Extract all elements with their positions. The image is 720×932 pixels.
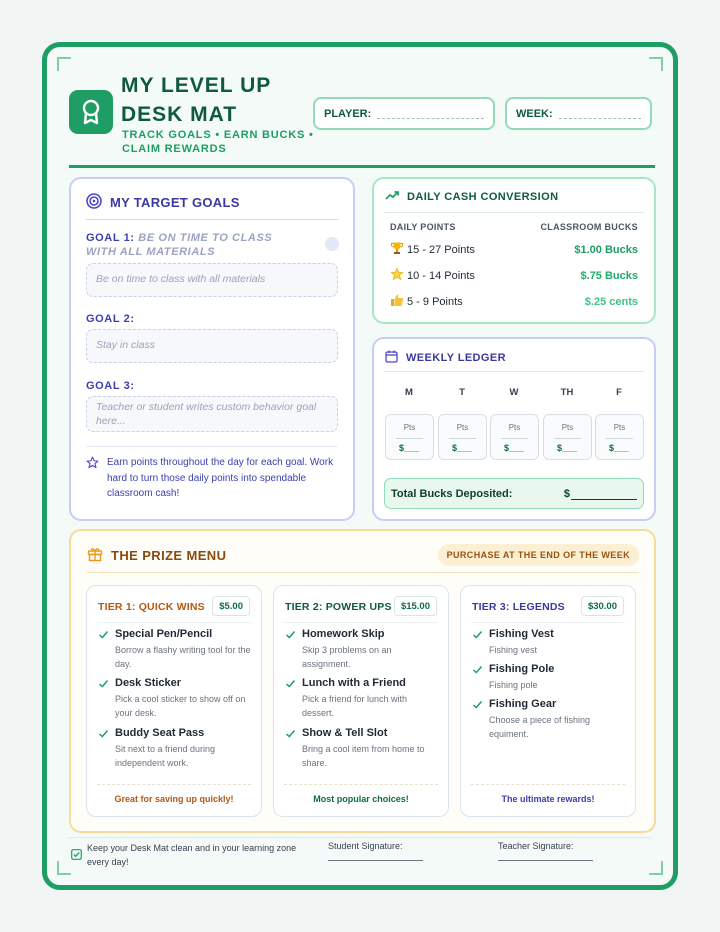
corner-mark: [57, 861, 71, 875]
pts-label: Pts: [613, 423, 626, 432]
footer-note: Keep your Desk Mat clean and in your learning zone every day!: [87, 843, 297, 867]
total-bucks-field[interactable]: [384, 478, 644, 509]
week-field[interactable]: [505, 97, 652, 130]
goal-1-field[interactable]: Be on time to class with all materials: [86, 263, 338, 297]
divider: [97, 622, 251, 623]
total-value: [564, 488, 637, 500]
checkbox-icon: [71, 847, 82, 865]
prize-desc: Fishing pole: [489, 680, 538, 690]
day-slot-th[interactable]: [543, 414, 592, 460]
weekly-ledger-panel: [372, 337, 656, 521]
bucks-value: $.75 Bucks: [580, 269, 638, 282]
prize-item[interactable]: [472, 663, 627, 692]
tier-name: TIER 2: POWER UPS: [285, 601, 392, 613]
dollar-label: $___: [557, 443, 578, 453]
tier-price: $5.00: [212, 596, 250, 616]
dollar-label: $___: [399, 443, 420, 453]
tier-footer: The ultimate rewards!: [471, 784, 625, 804]
day-slot-m[interactable]: [385, 414, 434, 460]
goal-3-field[interactable]: Teacher or student writes custom behavior goal here...: [86, 396, 338, 432]
prize-item[interactable]: [472, 698, 627, 741]
purchase-badge: PURCHASE AT THE END OF THE WEEK: [438, 544, 639, 566]
prize-desc: Choose a piece of fishing equiment.: [489, 715, 591, 739]
tip-text: Earn points throughout the day for each goal. Work hard to turn those daily points into spendable classroom cash!: [107, 457, 334, 499]
student-signature[interactable]: [328, 841, 423, 861]
divider: [284, 622, 438, 623]
check-icon: [472, 699, 483, 710]
tier-footer: Great for saving up quickly!: [97, 784, 251, 804]
goals-header: [86, 193, 240, 212]
ledger-title: WEEKLY LEDGER: [406, 352, 506, 364]
total-line: [571, 490, 637, 500]
points-range: 10 - 14 Points: [407, 269, 475, 282]
check-icon: [98, 678, 109, 689]
tier-1-card: [86, 585, 262, 817]
prize-desc: Pick a cool sticker to show off on your desk.: [115, 694, 246, 718]
tier-price: $30.00: [581, 596, 624, 616]
prize-name: Lunch with a Friend: [302, 677, 406, 689]
corner-mark: [57, 57, 71, 71]
pts-label: Pts: [403, 423, 416, 432]
day-header: F: [616, 387, 622, 398]
goal-2-field[interactable]: Stay in class: [86, 329, 338, 363]
prize-item[interactable]: [472, 628, 627, 657]
cash-conversion-panel: [372, 177, 656, 324]
player-input-line[interactable]: [377, 109, 484, 119]
signature-line[interactable]: [328, 855, 423, 861]
prize-menu-panel: [69, 529, 656, 833]
total-label: Total Bucks Deposited:: [391, 487, 513, 500]
prize-item[interactable]: [285, 677, 440, 720]
pts-label: Pts: [561, 423, 574, 432]
prize-name: Fishing Gear: [489, 698, 557, 710]
divider: [384, 212, 644, 213]
prizes-title: THE PRIZE MENU: [111, 548, 227, 563]
day-header: W: [509, 387, 519, 398]
corner-mark: [649, 861, 663, 875]
ribbon-award-icon: [69, 90, 113, 134]
prize-item[interactable]: [98, 628, 253, 671]
day-header: TH: [560, 387, 574, 398]
page-title: [121, 71, 271, 129]
cash-row: [390, 241, 638, 258]
prize-name: Show & Tell Slot: [302, 727, 388, 739]
check-icon: [285, 629, 296, 640]
prize-name: Desk Sticker: [115, 677, 182, 689]
points-range: 5 - 9 Points: [407, 295, 463, 308]
prize-name: Special Pen/Pencil: [115, 628, 213, 640]
check-icon: [472, 629, 483, 640]
tier-price: $15.00: [394, 596, 437, 616]
prize-name: Fishing Pole: [489, 663, 555, 675]
dollar-label: $___: [504, 443, 525, 453]
cash-header: [385, 190, 558, 203]
gift-icon: [87, 546, 103, 565]
goals-title: MY TARGET GOALS: [110, 195, 240, 210]
bucks-value: $.25 cents: [584, 295, 638, 308]
prize-desc: Skip 3 problems on an assignment.: [302, 645, 392, 669]
check-icon: [285, 678, 296, 689]
teacher-signature[interactable]: [498, 841, 593, 861]
title-line: DESK MAT: [121, 103, 238, 126]
pts-line: [449, 438, 476, 439]
prizes-header: [87, 546, 226, 565]
divider: [384, 371, 644, 372]
total-prefix: $: [563, 487, 570, 500]
prize-item[interactable]: [98, 727, 253, 770]
col-daily-points: DAILY POINTS: [390, 222, 456, 232]
goal-1-label-text: GOAL 1:: [86, 232, 135, 244]
divider: [86, 572, 639, 573]
pts-line: [554, 438, 581, 439]
day-slot-t[interactable]: [438, 414, 487, 460]
week-label: WEEK:: [516, 107, 553, 120]
divider: [86, 219, 338, 220]
footer-divider: [69, 837, 651, 838]
corner-mark: [649, 57, 663, 71]
week-input-line[interactable]: [559, 109, 641, 119]
goal-1-indicator: [325, 237, 339, 251]
day-header: T: [459, 387, 465, 398]
prize-desc: Sit next to a friend during independent work.: [115, 744, 216, 768]
tier-name: TIER 1: QUICK WINS: [98, 601, 205, 613]
trend-up-icon: [385, 190, 399, 203]
trophy-icon: [390, 241, 404, 258]
day-slot-w[interactable]: [490, 414, 539, 460]
check-icon: [285, 728, 296, 739]
day-slot-f[interactable]: [595, 414, 644, 460]
tier-2-card: [273, 585, 449, 817]
title-line: MY LEVEL UP: [121, 74, 272, 97]
prize-item[interactable]: [98, 677, 253, 720]
teacher-signature-label: Teacher Signature:: [498, 841, 574, 851]
points-range: 15 - 27 Points: [407, 243, 475, 256]
check-icon: [472, 664, 483, 675]
star-icon: [390, 267, 404, 284]
target-goals-panel: [69, 177, 355, 521]
desk-mat: [42, 42, 678, 890]
check-icon: [98, 728, 109, 739]
ledger-header: [385, 350, 506, 366]
header-divider: [69, 165, 655, 168]
pts-label: Pts: [508, 423, 521, 432]
pts-line: [606, 438, 633, 439]
dollar-label: $___: [452, 443, 473, 453]
prize-name: Homework Skip: [302, 628, 385, 640]
cash-row: [390, 267, 638, 284]
goal-2-label: GOAL 2:: [86, 313, 135, 325]
prize-desc: Borrow a flashy writing tool for the day.: [115, 645, 251, 669]
goals-tip: [86, 455, 341, 502]
prize-name: Buddy Seat Pass: [115, 727, 205, 739]
player-field[interactable]: [313, 97, 495, 130]
cash-row: [390, 293, 638, 310]
prize-desc: Fishing vest: [489, 645, 538, 655]
student-signature-label: Student Signature:: [328, 841, 403, 851]
signature-line[interactable]: [498, 855, 593, 861]
divider: [471, 622, 625, 623]
goal-1-hint: BE ON TIME TO CLASS WITH ALL MATERIALS: [86, 232, 273, 258]
divider: [86, 446, 338, 447]
day-header: M: [405, 387, 413, 398]
prize-item[interactable]: [285, 628, 440, 671]
prize-desc: Bring a cool item from home to share.: [302, 744, 425, 768]
prize-desc: Pick a friend for lunch with dessert.: [302, 694, 408, 718]
tier-3-card: [460, 585, 636, 817]
calendar-icon: [385, 350, 398, 366]
player-label: PLAYER:: [324, 107, 372, 120]
prize-item[interactable]: [285, 727, 440, 770]
dollar-label: $___: [609, 443, 630, 453]
check-icon: [98, 629, 109, 640]
page-subtitle: TRACK GOALS • EARN BUCKS • CLAIM REWARDS: [122, 129, 314, 155]
target-icon: [86, 193, 102, 212]
prize-name: Fishing Vest: [489, 628, 554, 640]
goal-3-label: GOAL 3:: [86, 380, 135, 392]
cash-title: DAILY CASH CONVERSION: [407, 190, 559, 203]
bucks-value: $1.00 Bucks: [574, 243, 638, 256]
pts-line: [396, 438, 423, 439]
pts-label: Pts: [456, 423, 469, 432]
goal-1-label: [86, 231, 286, 259]
star-outline-icon: [86, 456, 99, 502]
tier-name: TIER 3: LEGENDS: [472, 601, 565, 613]
tier-footer: Most popular choices!: [284, 784, 438, 804]
col-classroom-bucks: CLASSROOM BUCKS: [540, 222, 638, 232]
thumbs-up-icon: [390, 293, 404, 310]
pts-line: [501, 438, 528, 439]
